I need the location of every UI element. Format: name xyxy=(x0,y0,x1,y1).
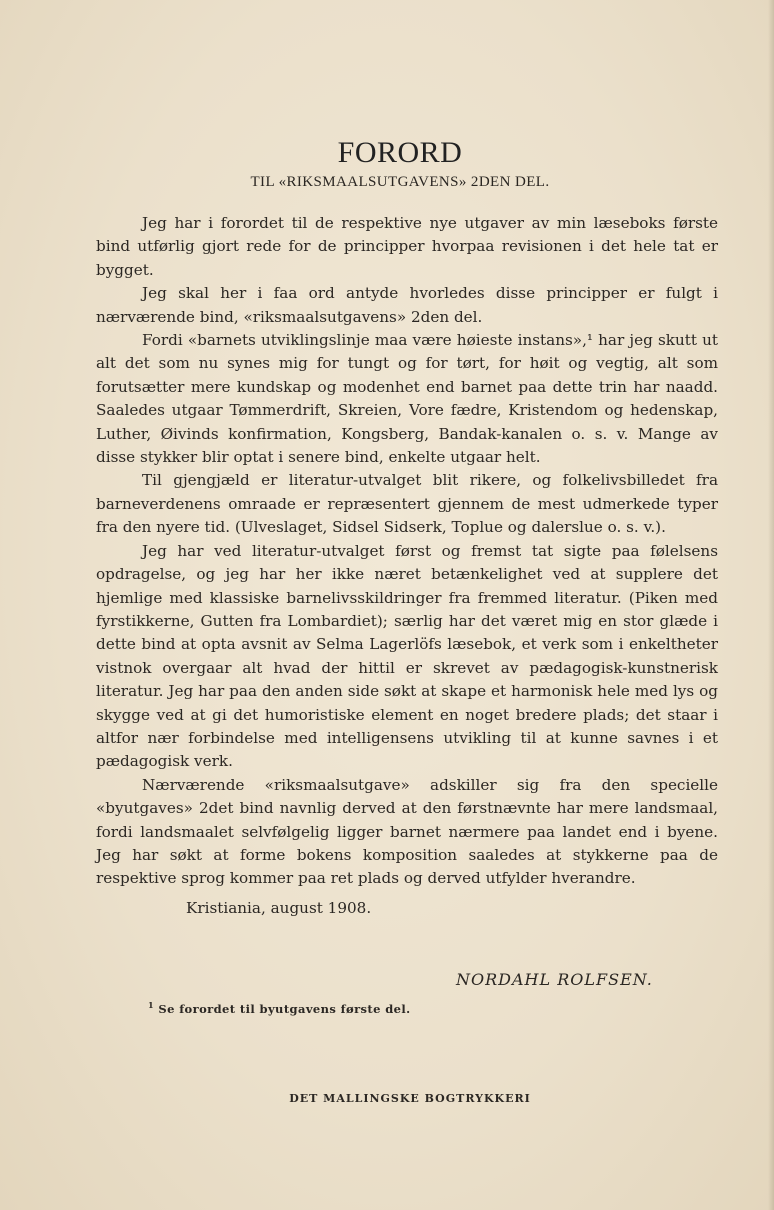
footnote-text: Se forordet til byutgavens første del. xyxy=(158,1001,411,1016)
page-subtitle: TIL «RIKSMAALSUTGAVENS» 2DEN DEL. xyxy=(250,174,550,190)
paragraph: Til gjengjæld er literatur-utvalget blit rikere, og folkelivsbilledet fra barneverdenens omraade er repræsentert gjennem de mest udmerkede typer fra den nyere tid. (Ulveslaget, Sidsel Sidserk, Toplue og dalerslue o. s. v.). xyxy=(96,471,718,537)
paragraph: Nærværende «riksmaalsutgave» adskiller sig fra den specielle «byutgaves» 2det bind navnlig derved at den førstnævnte har mere landsmaal, fordi landsmaalet selvfølgelig ligger barnet nærmere paa landet end i byene. Jeg har søkt at forme bokens komposition saaledes at stykkerne paa de respektive sprog kommer paa ret plads og derved utfylder hverandre. xyxy=(96,775,718,888)
paragraph: Jeg har i forordet til de respektive nye utgaver av min læseboks første bind utførlig gjort rede for de principper hvorpaa revisionen i det hele tat er bygget. xyxy=(96,214,718,279)
paragraph: Jeg skal her i faa ord antyde hvorledes disse principper er fulgt i nærværende bind, «riksmaalsutgavens» 2den del. xyxy=(96,284,718,326)
paragraph: Fordi «barnets utviklingslinje maa være høieste instans»,¹ har jeg skutt ut alt det som nu synes mig for tungt og for tørt, for høit og vegtig, alt som forutsætter mere kundskap og modenhet end barnet paa dette trin har naadd. Saaledes utgaar Tømmerdrift, Skreien, Vore fædre, Kristendom og hedenskap, Luther, Øivinds konfirmation, Kongsberg, Bandak-kanalen o. s. v. Mange av disse stykker blir optat i senere bind, enkelte utgaar helt. xyxy=(96,331,718,467)
place-date: Kristiania, august 1908. xyxy=(186,898,372,917)
footnote-marker: 1 xyxy=(148,1000,154,1010)
printer-imprint: DET MALLINGSKE BOGTRYKKERI xyxy=(289,1092,531,1105)
author-signature: NORDAHL ROLFSEN. xyxy=(456,970,653,989)
page-title: FORORD xyxy=(337,136,463,169)
footnote xyxy=(148,1000,411,1016)
preface-body xyxy=(96,212,718,920)
paragraph: Jeg har ved literatur-utvalget først og fremst tat sigte paa følelsens opdragelse, og jeg har her ikke næret betænkelighet ved at supplere det hjemlige med klassiske barnelivsskildringer fra fremmed literatur. (Piken med fyrstikkerne, Gutten fra Lombardiet); særlig har det været mig en stor glæde i dette bind at opta avsnit av Selma Lagerlöfs læsebok, et verk som i enkeltheter vistnok overgaar alt hvad der hittil er skrevet av pædagogisk-kunstnerisk literatur. Jeg har paa den anden side søkt at skape et harmonisk hele med lys og skygge ved at gi det humoristiske element en noget bredere plads; det staar i altfor nær forbindelse med intelligensens utvikling til at kunne savnes i et pædagogisk verk. xyxy=(96,541,718,771)
page-edge-shadow xyxy=(768,0,774,1210)
